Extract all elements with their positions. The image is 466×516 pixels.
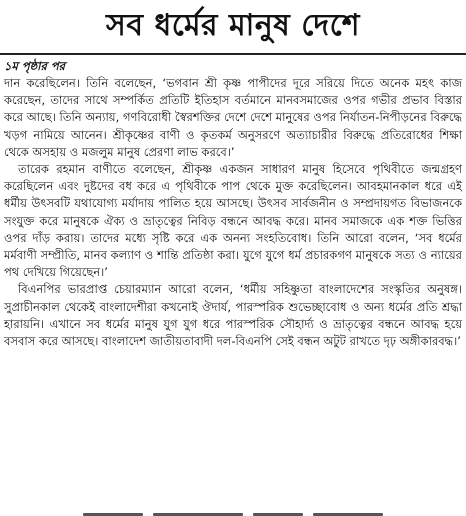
article-paragraph-1: দান করেছিলেন। তিনি বলেছেন, ‘ভগবান শ্রী কৃষ্ণ পাপীদের দূরে সরিয়ে দিতে অনেক মহৎ কাজ করেছেন, তাদের সাথে সম্পর্কিত প্রতিটি ইতিহাস বর্তমানে মানবসমাজের ওপর গভীর প্রভাব বিস্তার করে আছে। তিনি অন্যায়, গণবিরোধী স্বৈরশক্তির দেশে দেশে মানুষের ওপর নির্যাতন-নিপীড়নের বিরুদ্ধে খড়গ নামিয়ে আনেন। শ্রীকৃষ্ণের বাণী ও কৃতকর্ম অনুসরণে অত্যাচারীর বিরুদ্ধে প্রতিরোধের শিক্ষা থেকে অসহায় ও মজলুম মানুষ প্রেরণা লাভ করবে।’ bbox=[4, 76, 462, 159]
article-body bbox=[4, 75, 462, 350]
headline-divider bbox=[0, 53, 466, 55]
headline: সব ধর্মের মানুষ দেশে bbox=[106, 8, 360, 43]
cropped-next-line bbox=[0, 510, 466, 516]
continued-from-label: ১ম পৃষ্ঠার পর bbox=[4, 59, 65, 73]
article-paragraph-3: বিএনপির ভারপ্রাপ্ত চেয়ারম্যান আরো বলেন, ‘ধর্মীয় সহিষ্ণুতা বাংলাদেশের সংস্কৃতির অনুষঙ্গ। সুপ্রাচীনকাল থেকেই বাংলাদেশীরা কখনোই ঔদার্য, পারস্পরিক শুভেচ্ছাবোধ ও অন্য ধর্মের প্রতি শ্রদ্ধা হারায়নি। এখানে সব ধর্মের মানুষ যুগ যুগ ধরে পারস্পরিক সৌহার্দ্য ও ভ্রাতৃত্বের বন্ধনে আবদ্ধ হয়ে বসবাস করে আসছে। বাংলাদেশ জাতীয়তাবাদী দল-বিএনপি সেই বন্ধন অটুট রাখতে দৃঢ় অঙ্গীকারবদ্ধ।’ bbox=[4, 282, 462, 349]
article-paragraph-2: তারেক রহমান বাণীতে বলেছেন, শ্রীকৃষ্ণ একজন সাধারণ মানুষ হিসেবে পৃথিবীতে জন্মগ্রহণ করেছিলেন এবং দুষ্টদের বধ করে এ পৃথিবীকে পাপ থেকে মুক্ত করেছিলেন। আবহমানকাল ধরে এই ধর্মীয় উৎসবটি যথাযোগ্য মর্যাদায় পালিত হয়ে আসছে। উৎসব সার্বজনীন ও সম্প্রদায়গত বিভাজনকে সংযুক্ত করে মানুষকে ঐক্য ও ভ্রাতৃত্বের নিবিড় বন্ধনে আবদ্ধ করে। মানব সমাজকে এক শক্ত ভিত্তির ওপর দাঁড় করায়। তাদের মধ্যে সৃষ্টি করে এক অনন্য সংহতিবোধ। তিনি আরো বলেন, ‘সব ধর্মের মর্মবাণী সম্প্রীতি, মানব কল্যাণ ও শান্তি প্রতিষ্ঠা করা। যুগে যুগে ধর্ম প্রচারকগণ মানুষকে সত্য ও ন্যায়ের পথ দেখিয়ে গিয়েছেন।’ bbox=[4, 162, 462, 280]
